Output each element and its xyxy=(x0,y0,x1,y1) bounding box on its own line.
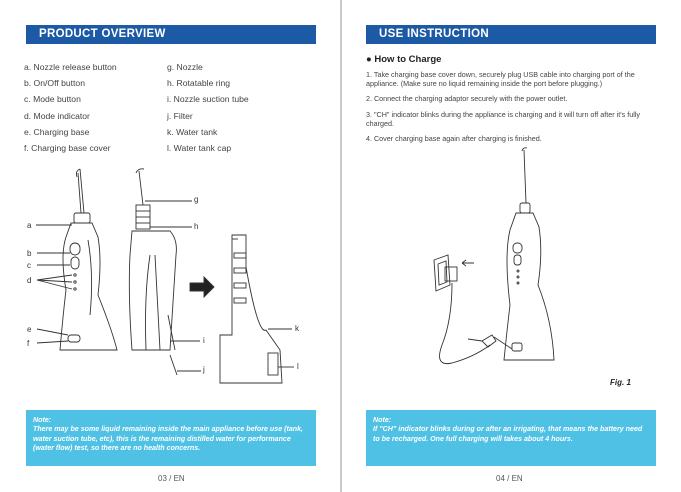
callout-g: g xyxy=(194,195,199,204)
part-item: i. Nozzle suction tube xyxy=(167,94,249,105)
product-overview-diagram xyxy=(0,165,340,395)
note-title: Note: xyxy=(373,416,392,424)
step-item: 1. Take charging base cover down, securely plug USB cable into charging port of the appliance. (Make sure no liquid remaining inside the port before plugging.) xyxy=(366,70,635,89)
part-item: e. Charging base xyxy=(24,126,90,137)
part-item: j. Filter xyxy=(167,110,193,121)
product-overview-header: PRODUCT OVERVIEW xyxy=(26,25,316,44)
callout-f: f xyxy=(27,339,30,348)
parts-list-col2 xyxy=(167,59,249,156)
callout-k: k xyxy=(295,324,299,333)
page-number: 04 / EN xyxy=(496,474,523,483)
step-item: 2. Connect the charging adaptor securely with the power outlet. xyxy=(366,94,568,104)
note-box xyxy=(366,410,656,466)
callout-d: d xyxy=(27,276,32,285)
note-box xyxy=(26,410,316,466)
part-item: h. Rotatable ring xyxy=(167,78,231,89)
callout-b: b xyxy=(27,249,32,258)
note-text: There may be some liquid remaining inside the main appliance before use (tank, water suction tube, etc), this is the remaining distilled water for performance (water flow) test, so there are no health concerns. xyxy=(33,425,304,453)
callout-i: i xyxy=(203,336,205,345)
part-item: f. Charging base cover xyxy=(24,143,111,154)
callout-a: a xyxy=(27,221,32,230)
figure-label: Fig. 1 xyxy=(610,378,631,387)
callout-l: l xyxy=(297,362,299,371)
part-item: l. Water tank cap xyxy=(167,143,232,154)
step-item: 4. Cover charging base again after charging is finished. xyxy=(366,134,542,144)
part-item: d. Mode indicator xyxy=(24,110,90,121)
step-item: 3. "CH" indicator blinks during the appliance is charging and it will turn off after it's fully charged. xyxy=(366,109,641,128)
part-item: g. Nozzle xyxy=(167,62,203,72)
part-item: a. Nozzle release button xyxy=(24,62,117,72)
callout-c: c xyxy=(27,261,31,270)
part-item: c. Mode button xyxy=(24,94,81,105)
callout-h: h xyxy=(194,222,199,231)
part-item: b. On/Off button xyxy=(24,78,85,89)
note-text: If "CH" indicator blinks during or after an irrigating, that means the battery need to be recharged. One full charging will takes about 4 hours. xyxy=(373,425,643,443)
callout-e: e xyxy=(27,325,32,334)
left-page xyxy=(0,0,340,492)
note-title: Note: xyxy=(33,416,52,424)
parts-list-col1 xyxy=(24,59,117,156)
use-instruction-header: USE INSTRUCTION xyxy=(366,25,656,44)
how-to-charge-title: ● How to Charge xyxy=(366,54,442,65)
charging-diagram xyxy=(342,145,681,385)
page-number: 03 / EN xyxy=(158,474,185,483)
right-page xyxy=(342,0,681,492)
part-item: k. Water tank xyxy=(167,126,218,137)
callout-j: j xyxy=(203,365,205,374)
charge-steps xyxy=(366,70,662,149)
